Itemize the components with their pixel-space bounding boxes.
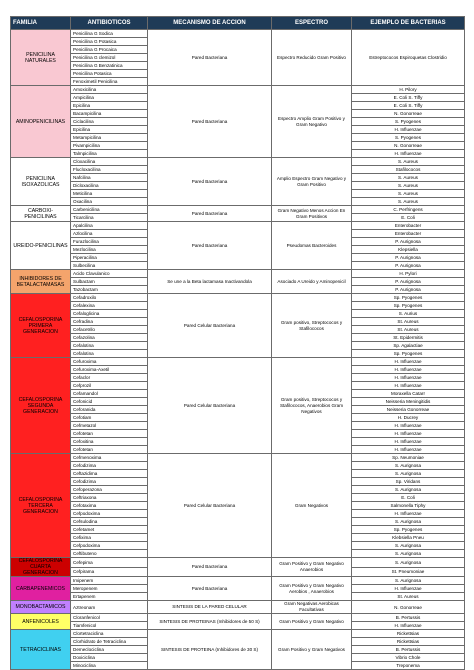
antibiotic-cell: Cefotiam [71, 414, 148, 422]
example-cell: S. Pyogenes [352, 134, 465, 142]
antibiotic-cell: Tiamfenicol [71, 622, 148, 630]
antibiotic-cell: Furazlocilina [71, 238, 148, 246]
spectrum-cell: Gram Negativas Aerobicas Facultativas [272, 601, 352, 614]
example-cell: B. Pertussis [352, 614, 465, 622]
antibiotic-cell: Sulbactam [71, 278, 148, 286]
example-cell: S. Aurignosa [352, 486, 465, 494]
spectrum-cell: Gram Positivo y Gram Negativo Anaerobios [272, 558, 352, 577]
spectrum-cell: Gram Positivo y Gram Negativo Aerobios , Anaerobios [272, 577, 352, 601]
example-cell: S. Aurignosa [352, 462, 465, 470]
antibiotic-cell: Pivampicilina [71, 142, 148, 150]
example-cell: H. Influenzae [352, 510, 465, 518]
antibiotic-cell: Cefsulodina [71, 518, 148, 526]
example-cell: H. Ducrey [352, 414, 465, 422]
antibiotic-cell: Cefalotina [71, 350, 148, 358]
example-cell: Salmonella Tiphy [352, 502, 465, 510]
antibiotic-cell: Cefoxitina [71, 438, 148, 446]
spectrum-cell: Gram positivo, Streptococos y Stafilococos, Anaerobios Gram Negativos [272, 358, 352, 454]
antibiotic-cell: Imipenem [71, 577, 148, 585]
antibiotic-cell: Ceforanida [71, 406, 148, 414]
antibiotic-cell: Cefodizima [71, 478, 148, 486]
antibiotic-cell: Ampicilina [71, 94, 148, 102]
antibiotic-cell: Epicilina [71, 126, 148, 134]
spectrum-cell: Amplio Espectro Gram Negativo y Gram Positivo [272, 158, 352, 206]
antibiotic-cell: Penicilina G Procaica [71, 46, 148, 54]
table-row [11, 454, 465, 462]
antibiotic-table-sheet [10, 16, 464, 670]
example-cell: Sp. Agalactiae [352, 342, 465, 350]
mechanism-cell: Pared Bacteriana [148, 558, 272, 577]
antibiotic-cell: Acido Clavulanico [71, 270, 148, 278]
example-cell: St. Pneumoniae [352, 567, 465, 577]
antibiotic-cell: Oxacilina [71, 198, 148, 206]
family-cell: AMINOPENICILINAS [11, 86, 71, 158]
table-row [11, 358, 465, 366]
antibiotic-cell: Cefixima [71, 534, 148, 542]
table-row [11, 158, 465, 166]
example-cell: Vibrio Chole [352, 654, 465, 662]
example-cell: Treponema [352, 662, 465, 670]
family-cell: CEFALOSPORINA PRIMERA GENERACION [11, 294, 71, 358]
antibiotic-cell: Cefodizima [71, 462, 148, 470]
mechanism-cell: Pared Celular Bacteriana [148, 454, 272, 558]
example-cell: H. Influenzae [352, 422, 465, 430]
mechanism-cell: Pared Bacteriana [148, 158, 272, 206]
mechanism-cell: Pared Celular Bacteriana [148, 294, 272, 358]
family-cell: PENICILINA NATURALES [11, 30, 71, 86]
example-cell: H. Influenzae [352, 585, 465, 593]
antibiotic-cell: Mezlocilina [71, 246, 148, 254]
antibiotic-cell: Talmpicilina [71, 150, 148, 158]
antibiotic-cell: Dicloxacilina [71, 182, 148, 190]
table-body [11, 30, 465, 670]
antibiotic-cell: Cefonicid [71, 398, 148, 406]
antibiotic-cell: Meropenem [71, 585, 148, 593]
antibiotic-cell: Clortetraciclina [71, 630, 148, 638]
antibiotic-cell: Minociclina [71, 662, 148, 670]
antibiotic-cell: Clorhidrato de Tetraciclina [71, 638, 148, 646]
header-row [11, 17, 465, 30]
example-cell: N. Gonorreae [352, 601, 465, 614]
antibiotic-cell: Demeclociclina [71, 646, 148, 654]
example-cell: P. Aurignosa [352, 278, 465, 286]
table-row [11, 294, 465, 302]
table-row [11, 206, 465, 214]
family-cell: PENICILINA ISOXAZOLICAS [11, 158, 71, 206]
antibiotic-cell: Carbenicilina [71, 206, 148, 214]
example-cell: Neisseria Meningitidis [352, 398, 465, 406]
antibiotic-table [10, 16, 465, 670]
antibiotic-cell: Cefotaxima [71, 502, 148, 510]
example-cell: E. Coli [352, 494, 465, 502]
example-cell: S. Aurignosa [352, 550, 465, 558]
example-cell: S. Aureus [352, 190, 465, 198]
antibiotic-cell: Cefadroxilo [71, 294, 148, 302]
header-familia: FAMILIA [11, 17, 71, 30]
antibiotic-cell: Cefacetrilo [71, 326, 148, 334]
header-espectro: ESPECTRO [272, 17, 352, 30]
antibiotic-cell: Penicilina G Potasica [71, 38, 148, 46]
example-cell: Moraxella Catarr [352, 390, 465, 398]
example-cell: Enterobacter [352, 230, 465, 238]
example-cell: Stafilococos [352, 166, 465, 174]
spectrum-cell: Gram Positivo y Gram Negativo [272, 614, 352, 630]
spectrum-cell: Gram positivo, Streptococos y Stafilococos [272, 294, 352, 358]
mechanism-cell: Pared Bacteriana [148, 222, 272, 270]
example-cell: S. Aurignosa [352, 577, 465, 585]
mechanism-cell: Pared Celular Bacteriana [148, 358, 272, 454]
family-cell: CARBOXI-PENICILINAS [11, 206, 71, 222]
antibiotic-cell: Cefpodoxima [71, 510, 148, 518]
example-cell: S. Aurignosa [352, 542, 465, 550]
spectrum-cell: Pseudomas Bacteroides [272, 222, 352, 270]
antibiotic-cell: Cefpirama [71, 567, 148, 577]
table-row [11, 270, 465, 278]
antibiotic-cell: Azlocilina [71, 230, 148, 238]
example-cell: E. Coli S. Tiffy [352, 102, 465, 110]
example-cell: Sp. Viridans [352, 478, 465, 486]
antibiotic-cell: Amoxicilina [71, 86, 148, 94]
antibiotic-cell: Cefmenoxima [71, 454, 148, 462]
antibiotic-cell: Cefotetan [71, 430, 148, 438]
table-row [11, 577, 465, 585]
spectrum-cell: Gram Negativo Menos Accion En Gram Positivos [272, 206, 352, 222]
example-cell: H. Influenzae [352, 366, 465, 374]
antibiotic-cell: Ticarcilina [71, 214, 148, 222]
spectrum-cell: Gram Positivo y Gram Negativos [272, 630, 352, 670]
example-cell: St. Aureus [352, 326, 465, 334]
family-cell: UREIDO-PENICILINAS [11, 222, 71, 270]
example-cell: S. Aurignosa [352, 558, 465, 568]
antibiotic-cell: Cefprozil [71, 382, 148, 390]
antibiotic-cell: Cefotetan [71, 446, 148, 454]
antibiotic-cell: Cefoperazona [71, 486, 148, 494]
antibiotic-cell: Cefpodoxima [71, 542, 148, 550]
antibiotic-cell: Penicilina G Benzatinica [71, 62, 148, 70]
example-cell: H. Influenzae [352, 622, 465, 630]
example-cell: Estreptococos Espiroquetas Clostridio [352, 30, 465, 86]
header-antibioticos: ANTIBIOTICOS [71, 17, 148, 30]
example-cell: Klebsiella Pneu [352, 534, 465, 542]
example-cell: B. Pertussis [352, 646, 465, 654]
antibiotic-cell: Cefmetazol [71, 422, 148, 430]
mechanism-cell: SINTESIS DE PROTEINAS (Inhibidores de 50 S) [148, 614, 272, 630]
antibiotic-cell: Cefepima [71, 558, 148, 568]
example-cell: Rickettsias [352, 638, 465, 646]
antibiotic-cell: Ciclacilina [71, 118, 148, 126]
table-row [11, 86, 465, 94]
family-cell: INHIBIDORES DE BETALACTAMASAS [11, 270, 71, 294]
table-row [11, 630, 465, 638]
example-cell: S. Pyogenes [352, 118, 465, 126]
example-cell: H. Influenzae [352, 150, 465, 158]
table-row [11, 30, 465, 38]
example-cell: H. Influenzae [352, 382, 465, 390]
example-cell: Neisseria Gonorreae [352, 406, 465, 414]
antibiotic-cell: Metampicilina [71, 134, 148, 142]
example-cell: P. Aurignosa [352, 286, 465, 294]
example-cell: Sp. Pyogenes [352, 294, 465, 302]
example-cell: H. Influenzae [352, 438, 465, 446]
example-cell: Enterobacter [352, 222, 465, 230]
table-row [11, 222, 465, 230]
example-cell: H. Influenzae [352, 374, 465, 382]
antibiotic-cell: Ceftibuteno [71, 550, 148, 558]
antibiotic-cell: Fenoximetil Penicilina [71, 78, 148, 86]
antibiotic-cell: Cefaloglicina [71, 310, 148, 318]
example-cell: H. Influenzae [352, 430, 465, 438]
mechanism-cell: SINTESIS DE PROTEINA (Inhibidores de 30 S) [148, 630, 272, 670]
family-cell: MONOBACTAMICOS [11, 601, 71, 614]
example-cell: S. Aureus [352, 198, 465, 206]
example-cell: S. Aurius [352, 310, 465, 318]
antibiotic-cell: Aztreonam [71, 601, 148, 614]
antibiotic-cell: Tazobactam [71, 286, 148, 294]
example-cell: H. Pilory [352, 86, 465, 94]
antibiotic-cell: Cefuroxima-Axetil [71, 366, 148, 374]
antibiotic-cell: Ceftriaxona [71, 494, 148, 502]
antibiotic-cell: Epicilina [71, 102, 148, 110]
antibiotic-cell: Sulbecilina [71, 262, 148, 270]
family-cell: CEFALOSPORINA TERCERA GENERACION [11, 454, 71, 558]
family-cell: TETRACICLINAS [11, 630, 71, 670]
family-cell: CEFALOSPORINA SEGUNDA GENERACION [11, 358, 71, 454]
example-cell: Klepsiella [352, 246, 465, 254]
antibiotic-cell: Cloxacilina [71, 158, 148, 166]
example-cell: P. Aurignosa [352, 254, 465, 262]
antibiotic-cell: Cefalotina [71, 342, 148, 350]
header-ejemplo: EJEMPLO DE BACTERIAS [352, 17, 465, 30]
example-cell: E. Coli S. Tiffy [352, 94, 465, 102]
example-cell: S. Aurignosa [352, 470, 465, 478]
antibiotic-cell: Doxiciclina [71, 654, 148, 662]
antibiotic-cell: Penicilina G Sodica [71, 30, 148, 38]
spectrum-cell: Espectro Reducido Gram Positivo [272, 30, 352, 86]
example-cell: H. Pylori [352, 270, 465, 278]
antibiotic-cell: Nafcilina [71, 174, 148, 182]
family-cell: ANFENICOLES [11, 614, 71, 630]
antibiotic-cell: Cefalexina [71, 302, 148, 310]
example-cell: N. Gonorreae [352, 142, 465, 150]
example-cell: H. Influenzae [352, 358, 465, 366]
example-cell: Sp. Pyogenes [352, 302, 465, 310]
antibiotic-cell: Cefamandol [71, 390, 148, 398]
antibiotic-cell: Flucloxacilina [71, 166, 148, 174]
antibiotic-cell: Penicilina G clemizol [71, 54, 148, 62]
example-cell: St. Aureus [352, 318, 465, 326]
antibiotic-cell: Cefuroxima [71, 358, 148, 366]
antibiotic-cell: Bacampicilina [71, 110, 148, 118]
family-cell: CARBAPENEMICOS [11, 577, 71, 601]
example-cell: St. Epidermitis [352, 334, 465, 342]
antibiotic-cell: Meticilina [71, 190, 148, 198]
spectrum-cell: Asociado A Ureido y Aminopenicil [272, 270, 352, 294]
example-cell: S. Aurignosa [352, 518, 465, 526]
example-cell: C. Perfringens [352, 206, 465, 214]
mechanism-cell: Se une a la Beta lactamasa Inactivandola [148, 270, 272, 294]
example-cell: St. Aureus [352, 593, 465, 601]
table-row [11, 601, 465, 614]
example-cell: P. Aurignosa [352, 262, 465, 270]
example-cell: Rickettsias [352, 630, 465, 638]
spectrum-cell: Gram Negativos [272, 454, 352, 558]
antibiotic-cell: Cefetamet [71, 526, 148, 534]
example-cell: E. Coli [352, 214, 465, 222]
antibiotic-cell: Apalcilina [71, 222, 148, 230]
example-cell: S. Aureus [352, 182, 465, 190]
example-cell: S. Aureus [352, 174, 465, 182]
spectrum-cell: Espectro Amplio Gram Positivo y Gram Negativo [272, 86, 352, 158]
antibiotic-cell: Cefazolina [71, 334, 148, 342]
example-cell: H. Influenzae [352, 126, 465, 134]
example-cell: H. Influenzae [352, 446, 465, 454]
header-mecanismo: MECANISMO DE ACCION [148, 17, 272, 30]
mechanism-cell: Pared Bacteriana [148, 30, 272, 86]
example-cell: P. Aurignosa [352, 238, 465, 246]
mechanism-cell: Pared Bacteriana [148, 86, 272, 158]
example-cell: N. Gonorreae [352, 110, 465, 118]
mechanism-cell: Pared Bacteriana [148, 577, 272, 601]
table-row [11, 558, 465, 568]
antibiotic-cell: Ceftazidima [71, 470, 148, 478]
example-cell: Sp. Pyogenes [352, 526, 465, 534]
family-cell: CEFALOSPORINA CUARTA GENERACION [11, 558, 71, 577]
example-cell: S. Aureus [352, 158, 465, 166]
table-row [11, 614, 465, 622]
antibiotic-cell: Cefradina [71, 318, 148, 326]
antibiotic-cell: Piperacilina [71, 254, 148, 262]
antibiotic-cell: Cefaclor [71, 374, 148, 382]
antibiotic-cell: Penicilina Potasica [71, 70, 148, 78]
example-cell: Sp. Neumoniae [352, 454, 465, 462]
antibiotic-cell: Cloranfenicol [71, 614, 148, 622]
mechanism-cell: SINTESIS DE LA PARED CELULAR [148, 601, 272, 614]
antibiotic-cell: Ertapenem [71, 593, 148, 601]
example-cell: Sp. Pyogenes [352, 350, 465, 358]
mechanism-cell: Pared Bacteriana [148, 206, 272, 222]
